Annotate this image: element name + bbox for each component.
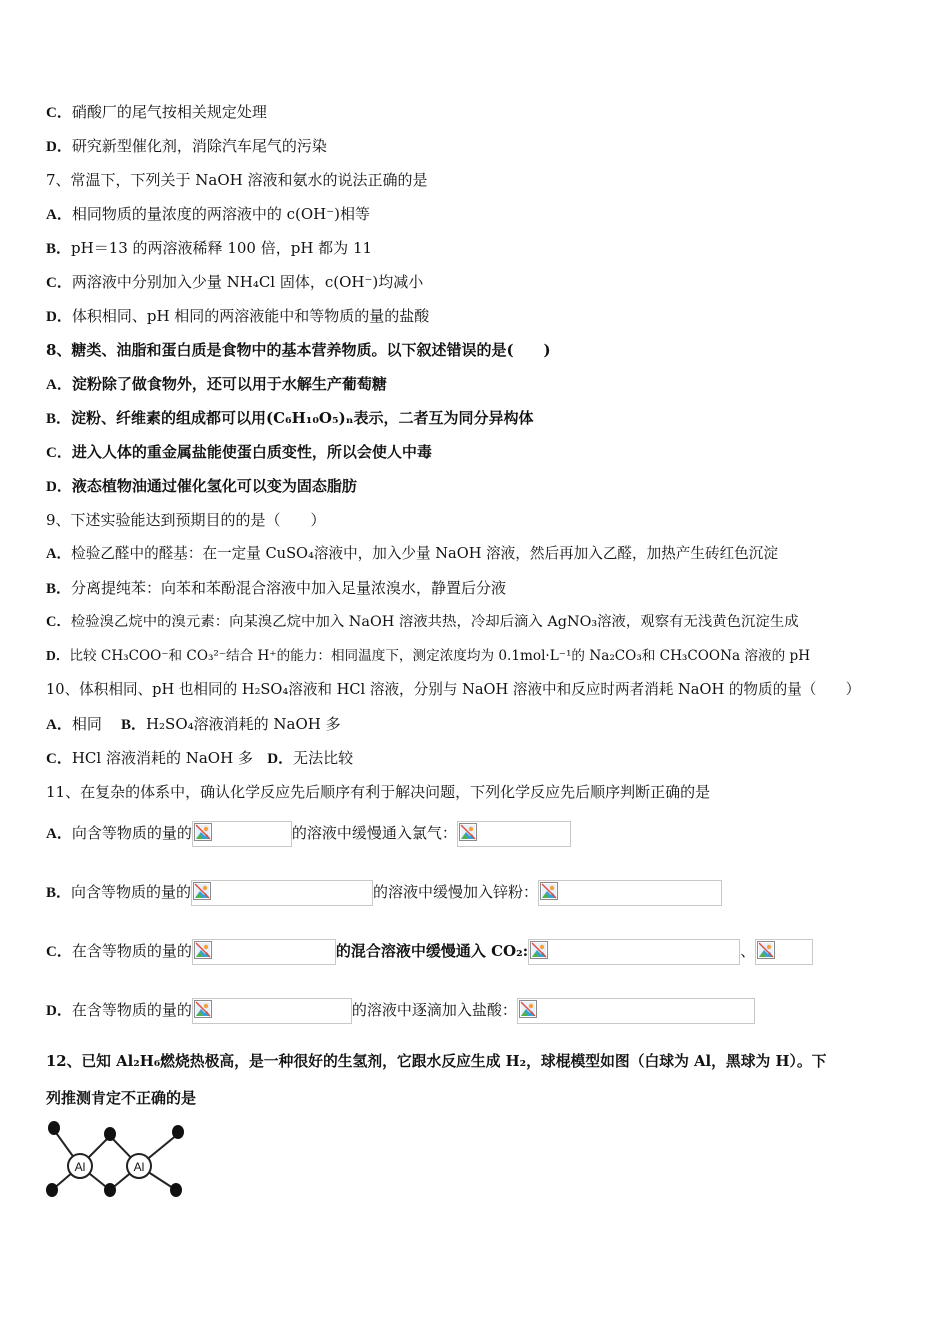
option-letter: C． [46, 944, 72, 960]
option-letter: D． [46, 479, 72, 495]
option-text: 研究新型催化剂，消除汽车尾气的污染 [71, 137, 327, 155]
option-letter: B． [120, 717, 146, 733]
q6-option-c [46, 102, 267, 123]
option-letter: C． [46, 275, 72, 291]
broken-image [192, 821, 292, 847]
broken-image-icon [193, 882, 211, 900]
q9-option-c [46, 612, 799, 632]
option-text: 的溶液中逐滴加入盐酸： [351, 1001, 517, 1019]
option-text: 体积相同、pH 相同的两溶液能中和等物质的量的盐酸 [71, 307, 430, 325]
option-letter: B． [46, 411, 72, 427]
q7-option-c [46, 272, 423, 293]
option-letter: B． [46, 885, 72, 901]
option-text: 检验溴乙烷中的溴元素：向某溴乙烷中加入 NaOH 溶液共热，冷却后滴入 AgNO₃溶液，观察有无浅黄色沉淀生成 [70, 614, 799, 630]
option-text: 进入人体的重金属盐能使蛋白质变性，所以会使人中毒 [71, 443, 432, 461]
option-text: 向含等物质的量的 [71, 883, 192, 901]
q12-stem-line2: 列推测肯定不正确的是 [46, 1089, 197, 1107]
option-letter: C． [46, 751, 72, 767]
option-text: 在含等物质的量的 [71, 1001, 192, 1019]
option-text: 的溶液中缓慢通入氯气： [291, 824, 457, 842]
q7-option-d [46, 306, 429, 327]
option-letter: C． [46, 105, 72, 121]
q8-option-b [46, 408, 533, 429]
q8-option-a [46, 374, 387, 395]
option-letter: D． [267, 751, 294, 767]
q6-option-d [46, 136, 327, 157]
option-text: 硝酸厂的尾气按相关规定处理 [71, 103, 267, 121]
option-text: 的混合溶液中缓慢通入 CO₂: [335, 942, 529, 960]
option-text: 比较 CH₃COO⁻和 CO₃²⁻结合 H⁺的能力：相同温度下，测定浓度均为 0.1mol·L⁻¹的 Na₂CO₃和 CH₃COONa 溶液的 pH [69, 648, 811, 664]
q7-stem: 7、常温下，下列关于 NaOH 溶液和氨水的说法正确的是 [46, 171, 428, 189]
option-text: 的溶液中缓慢加入锌粉： [373, 883, 539, 901]
option-text: 无法比较 [293, 749, 354, 767]
option-text: 在含等物质的量的 [71, 942, 192, 960]
broken-image-icon [194, 823, 212, 841]
option-text: 两溶液中分别加入少量 NH₄Cl 固体，c(OH⁻)均减小 [71, 273, 424, 291]
option-text: 相同 [71, 715, 102, 733]
option-letter: A． [46, 826, 72, 842]
option-text: 分离提纯苯：向苯和苯酚混合溶液中加入足量浓溴水，静置后分液 [71, 579, 507, 597]
al-label-2: Al [133, 1160, 145, 1174]
broken-image [191, 880, 373, 906]
q11-stem: 11、在复杂的体系中，确认化学反应先后顺序有利于解决问题，下列化学反应先后顺序判断正确的是 [46, 783, 711, 801]
q10-options-cd [46, 748, 353, 769]
q10-options-ab [46, 714, 341, 735]
q9-option-b [46, 578, 506, 599]
q7-option-b [46, 238, 372, 259]
broken-image [457, 821, 571, 847]
option-letter: C． [46, 614, 71, 630]
separator: 、 [740, 942, 756, 960]
q11-option-b [46, 877, 722, 908]
option-letter: D． [46, 139, 72, 155]
broken-image-icon [519, 1000, 537, 1018]
broken-image [517, 998, 755, 1024]
option-text: HCl 溶液消耗的 NaOH 多 [71, 749, 253, 767]
broken-image [192, 939, 336, 965]
q11-option-a [46, 818, 571, 849]
q8-stem: 8、糖类、油脂和蛋白质是食物中的基本营养物质。以下叙述错误的是( ) [46, 341, 551, 359]
broken-image [538, 880, 722, 906]
option-letter: D． [46, 648, 70, 663]
option-letter: A． [46, 717, 72, 733]
option-text: pH＝13 的两溶液稀释 100 倍，pH 都为 11 [71, 239, 373, 257]
option-text: 向含等物质的量的 [71, 824, 192, 842]
broken-image [528, 939, 740, 965]
option-letter: A． [46, 546, 72, 562]
q12-stem-line1: 12、已知 Al₂H₆燃烧热极高，是一种很好的生氢剂，它跟水反应生成 H₂，球棍模型如图（白球为 Al，黑球为 H）。下 [46, 1053, 827, 1070]
broken-image-icon [194, 1000, 212, 1018]
q11-option-c [46, 936, 813, 967]
option-letter: C． [46, 445, 72, 461]
option-letter: B． [46, 581, 72, 597]
option-letter: B． [46, 241, 72, 257]
option-text: 淀粉除了做食物外，还可以用于水解生产葡萄糖 [71, 375, 387, 393]
broken-image-icon [757, 941, 775, 959]
option-letter: D． [46, 309, 72, 325]
option-letter: A． [46, 377, 72, 393]
q9-option-a [46, 544, 778, 564]
al-label-1: Al [74, 1160, 86, 1174]
broken-image-icon [540, 882, 558, 900]
option-text: 相同物质的量浓度的两溶液中的 c(OH⁻)相等 [71, 205, 371, 223]
broken-image-icon [530, 941, 548, 959]
option-text: H₂SO₄溶液消耗的 NaOH 多 [145, 715, 341, 733]
q11-option-d [46, 995, 755, 1026]
q8-option-d [46, 476, 357, 497]
q9-stem: 9、下述实验能达到预期目的的是（ ） [46, 511, 326, 529]
option-text: 淀粉、纤维素的组成都可以用(C₆H₁₀O₅)ₙ表示，二者互为同分异构体 [71, 409, 534, 427]
ball-stick-model [42, 1118, 192, 1204]
option-text: 液态植物油通过催化氢化可以变为固态脂肪 [71, 477, 357, 495]
q9-option-d [46, 646, 810, 666]
broken-image-icon [459, 823, 477, 841]
option-letter: D． [46, 1003, 72, 1019]
broken-image [192, 998, 352, 1024]
broken-image-icon [194, 941, 212, 959]
q7-option-a [46, 204, 370, 225]
option-letter: A． [46, 207, 72, 223]
broken-image [755, 939, 813, 965]
option-text: 检验乙醛中的醛基：在一定量 CuSO₄溶液中，加入少量 NaOH 溶液，然后再加入乙醛，加热产生砖红色沉淀 [71, 545, 778, 562]
q10-stem: 10、体积相同、pH 也相同的 H₂SO₄溶液和 HCl 溶液，分别与 NaOH 溶液中和反应时两者消耗 NaOH 的物质的量（ ） [46, 681, 861, 698]
q8-option-c [46, 442, 432, 463]
